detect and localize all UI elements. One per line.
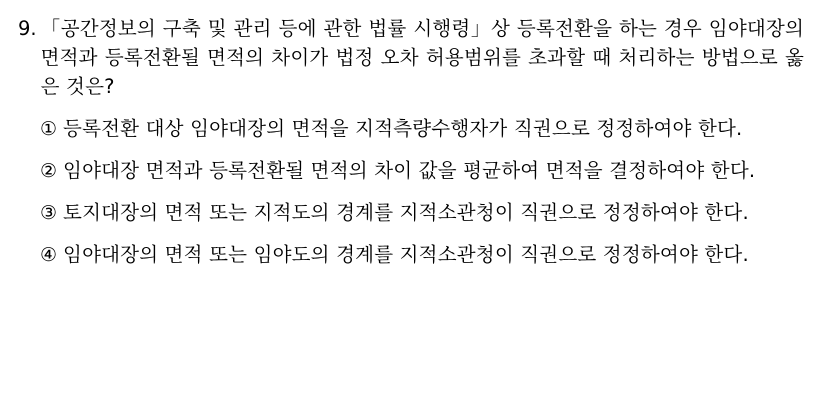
choice-marker-1: ① [40, 118, 58, 140]
question-text: 「공간정보의 구축 및 관리 등에 관한 법률 시행령」상 등록전환을 하는 경우 임야대장의 면적과 등록전환될 면적의 차이가 법정 오차 허용범위를 초과할 때 처리하는 방법으로 옳은 것은? [40, 17, 804, 98]
choice-marker-3: ③ [40, 202, 58, 224]
choice-text-2: 임야대장 면적과 등록전환될 면적의 차이 값을 평균하여 면적을 결정하여야 한다. [63, 159, 756, 182]
choice-marker-2: ② [40, 160, 58, 182]
choice-list [18, 115, 804, 269]
choice-marker-4: ④ [40, 244, 58, 266]
choice-text-3: 토지대장의 면적 또는 지적도의 경계를 지적소관청이 직권으로 정정하여야 한다. [63, 201, 749, 224]
choice-option-1[interactable] [40, 115, 804, 143]
choice-text-1: 등록전환 대상 임야대장의 면적을 지적측량수행자가 직권으로 정정하여야 한다. [63, 117, 743, 140]
choice-text-4: 임야대장의 면적 또는 임야도의 경계를 지적소관청이 직권으로 정정하여야 한다. [63, 243, 749, 266]
choice-option-3[interactable] [40, 199, 804, 227]
question-block [18, 14, 804, 101]
question-number: 9. [18, 17, 37, 40]
choice-option-4[interactable] [40, 241, 804, 269]
choice-option-2[interactable] [40, 157, 804, 185]
